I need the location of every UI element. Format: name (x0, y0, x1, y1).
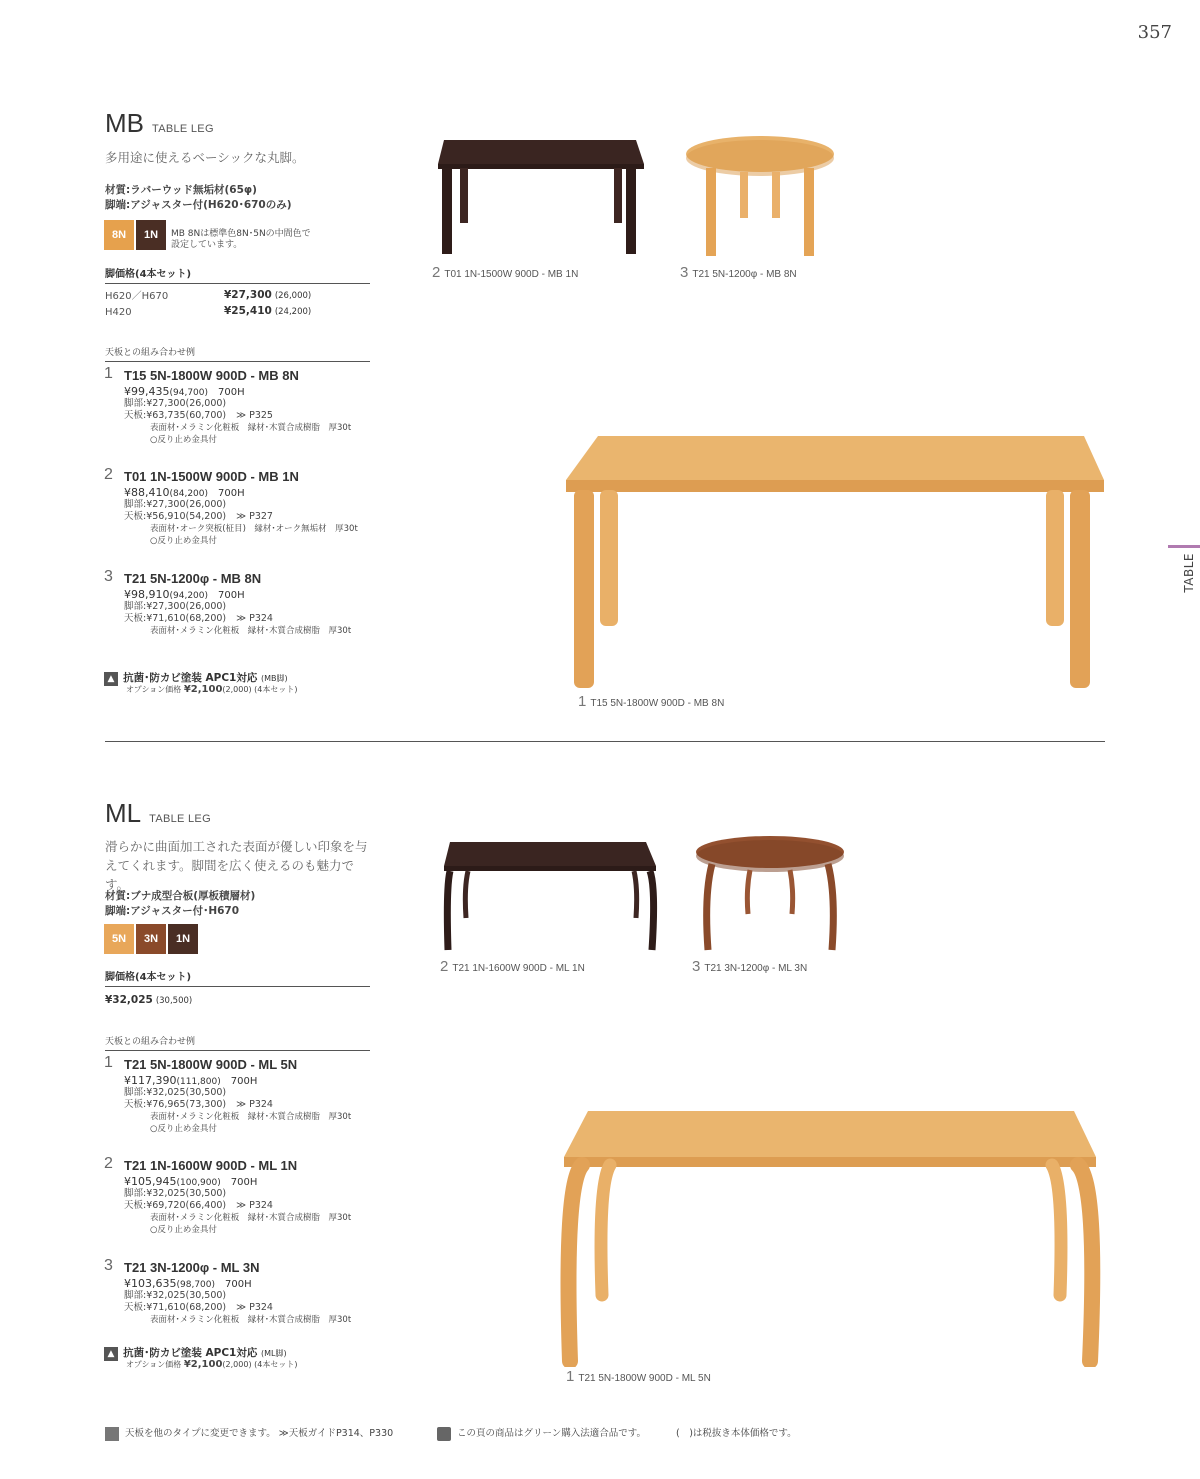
combo-number: 1 (104, 1054, 113, 1071)
combo-number: 3 (104, 568, 113, 585)
combo-title: T01 1N-1500W 900D - MB 1N (124, 469, 299, 484)
combo-top-value: 天板:¥69,720(66,400) (124, 1200, 227, 1211)
ml-swatch-5n[interactable]: 5N (104, 924, 134, 954)
combo-total-excl: (84,200) (169, 489, 209, 499)
caption-text: T21 5N-1800W 900D - ML 5N (578, 1373, 711, 1384)
mb-table-8n-large-image (560, 430, 1110, 695)
combo-number: 2 (104, 1155, 113, 1172)
combo-height: 700H (225, 1279, 252, 1290)
mb-combo-2 (104, 466, 384, 547)
mb-swatch-1n[interactable]: 1N (136, 220, 166, 250)
section-divider (105, 741, 1105, 742)
combo-extra: ○反り止め金具付 (150, 1225, 217, 1235)
combo-top-price (124, 1302, 384, 1314)
mb-table-1n-image (430, 130, 655, 260)
caption-text: T21 5N-1200φ - MB 8N (692, 269, 797, 280)
combo-total (124, 1074, 384, 1087)
caption-number: 1 (578, 693, 587, 710)
footer-note-2-text: この頁の商品はグリーン購入法適合品です。 (457, 1428, 647, 1439)
combo-top-value: 天板:¥63,735(60,700) (124, 410, 227, 421)
caption-text: T21 1N-1600W 900D - ML 1N (452, 963, 585, 974)
combo-leg-price: 脚部:¥32,025(30,500) (124, 1188, 227, 1199)
combo-leg-price: 脚部:¥32,025(30,500) (124, 1290, 227, 1301)
combo-title: T21 5N-1200φ - MB 8N (124, 571, 262, 586)
caption-text: T01 1N-1500W 900D - MB 1N (444, 269, 579, 280)
ml-swatch-1n[interactable]: 1N (168, 924, 198, 954)
mb-swatches (104, 220, 166, 250)
ml-option-set: (4本セット) (254, 1360, 298, 1369)
mb-price-header: 脚価格(4本セット) (105, 265, 370, 284)
ml-subtitle: TABLE LEG (149, 813, 211, 825)
combo-top-price (124, 1099, 384, 1111)
mb-price-2: ¥25,410 (224, 305, 272, 317)
combo-number: 3 (104, 1257, 113, 1274)
combo-total (124, 486, 384, 499)
combo-page-ref[interactable]: ≫ P324 (236, 1099, 273, 1110)
combo-material: 表面材･メラミン化粧板 縁材･木質合成樹脂 厚30t (150, 1315, 352, 1325)
combo-total (124, 588, 384, 601)
combo-total-excl: (98,700) (176, 1280, 216, 1290)
combo-leg-price: 脚部:¥27,300(26,000) (124, 601, 227, 612)
mb-option-label: オプション価格 (126, 685, 182, 694)
mb-price-1-excl: (26,000) (274, 291, 312, 301)
combo-total (124, 1277, 384, 1290)
combo-page-ref[interactable]: ≫ P325 (236, 410, 273, 421)
side-tab-table[interactable] (1168, 545, 1200, 605)
mb-price-1: ¥27,300 (224, 289, 272, 301)
mb-option-title-text: 抗菌･防カビ塗装 APC1対応 (123, 672, 258, 684)
caption-text: T21 3N-1200φ - ML 3N (704, 963, 808, 974)
footer-note-1 (105, 1425, 393, 1441)
ml-swatches (104, 924, 198, 954)
combo-material: 表面材･メラミン化粧板 縁材･木質合成樹脂 厚30t (150, 423, 352, 433)
combo-material: 表面材･オーク突板(柾目) 縁材･オーク無垢材 厚30t (150, 524, 358, 534)
combo-total-price: ¥98,910 (124, 588, 170, 601)
mb-price-label-2: H420 (105, 307, 132, 318)
combo-total-excl: (94,200) (169, 591, 209, 601)
ml-price (105, 994, 192, 1006)
ml-price-excl: (30,500) (155, 996, 193, 1006)
combo-material: 表面材･メラミン化粧板 縁材･木質合成樹脂 厚30t (150, 1112, 352, 1122)
ml-option (104, 1341, 287, 1361)
combo-extra: ○反り止め金具付 (150, 435, 217, 445)
mb-caption-1 (578, 693, 724, 710)
ml-title-text: ML (105, 798, 142, 828)
combo-top-value: 天板:¥56,910(54,200) (124, 511, 227, 522)
mb-option-price-value: ¥2,100 (183, 684, 223, 695)
caption-text: T15 5N-1800W 900D - MB 8N (590, 698, 725, 709)
ml-combo-1 (104, 1054, 384, 1135)
ml-lead-line2: えてくれます。脚間を広く使えるのも魅力です。 (105, 858, 355, 892)
combo-page-ref[interactable]: ≫ P327 (236, 511, 273, 522)
ml-option-price (126, 1359, 297, 1370)
combo-leg-price: 脚部:¥27,300(26,000) (124, 499, 227, 510)
combo-total (124, 1175, 384, 1188)
ml-caption-1 (566, 1368, 711, 1385)
mb-option-price (126, 684, 297, 695)
side-tab-label: TABLE (1182, 553, 1196, 593)
mb-swatch-note (171, 229, 311, 251)
caption-number: 3 (680, 264, 689, 281)
ml-swatch-3n[interactable]: 3N (136, 924, 166, 954)
combo-total-price: ¥117,390 (124, 1074, 177, 1087)
ml-table-5n-large-image (558, 1105, 1108, 1367)
combo-height: 700H (218, 387, 245, 398)
combo-total-price: ¥103,635 (124, 1277, 177, 1290)
mb-lead: 多用途に使えるベーシックな丸脚。 (105, 150, 305, 165)
caption-number: 2 (440, 958, 449, 975)
mb-price-value-1 (224, 289, 311, 301)
combo-title: T21 5N-1800W 900D - ML 5N (124, 1057, 298, 1072)
combo-leg-price: 脚部:¥32,025(30,500) (124, 1087, 227, 1098)
combo-top-price (124, 511, 384, 523)
caption-number: 3 (692, 958, 701, 975)
combo-number: 2 (104, 466, 113, 483)
ml-title (105, 798, 211, 829)
green-purchase-icon (437, 1427, 451, 1441)
ml-foot: 脚端:アジャスター付･H670 (105, 905, 240, 917)
combo-extra: ○反り止め金具付 (150, 1124, 217, 1134)
caption-number: 2 (432, 264, 441, 281)
mb-subtitle: TABLE LEG (152, 123, 214, 135)
mb-combo-3 (104, 568, 384, 637)
ml-price-value: ¥32,025 (105, 994, 153, 1006)
mb-table-round-8n-image (680, 132, 840, 260)
ml-option-excl: (2,000) (222, 1360, 252, 1369)
ml-combo-3 (104, 1257, 384, 1326)
combo-top-price (124, 1200, 384, 1212)
mb-title (105, 108, 214, 139)
mb-option-set: (4本セット) (254, 685, 298, 694)
mb-price-2-excl: (24,200) (274, 307, 312, 317)
ml-lead-line1: 滑らかに曲面加工された表面が優しい印象を与 (105, 839, 368, 854)
combo-top-value: 天板:¥71,610(68,200) (124, 1302, 227, 1313)
caption-number: 1 (566, 1368, 575, 1385)
mb-caption-2 (432, 264, 578, 281)
combo-material: 表面材･メラミン化粧板 縁材･木質合成樹脂 厚30t (150, 1213, 352, 1223)
combo-extra: ○反り止め金具付 (150, 536, 217, 546)
mb-option-note: (MB脚) (261, 674, 288, 683)
combo-total-price: ¥105,945 (124, 1175, 177, 1188)
tabletop-change-icon (105, 1427, 119, 1441)
ml-price-header: 脚価格(4本セット) (105, 968, 370, 987)
ml-combo-2 (104, 1155, 384, 1236)
mb-combo-header: 天板との組み合わせ例 (105, 345, 370, 362)
combo-total-excl: (94,700) (169, 388, 209, 398)
mb-option-title (123, 672, 288, 684)
mb-specs (105, 183, 292, 213)
mb-swatch-note-line2: 設定しています。 (171, 240, 243, 250)
footer-note-1-text: 天板を他のタイプに変更できます。 ≫天板ガイドP314、P330 (125, 1428, 394, 1439)
combo-title: T21 3N-1200φ - ML 3N (124, 1260, 260, 1275)
ml-specs (105, 889, 255, 919)
antibacterial-icon: ▲ (104, 672, 118, 686)
combo-height: 700H (218, 488, 245, 499)
combo-number: 1 (104, 365, 113, 382)
combo-total-excl: (100,900) (176, 1178, 221, 1188)
combo-height: 700H (218, 590, 245, 601)
mb-option (104, 666, 288, 686)
ml-table-1n-image (438, 838, 663, 956)
combo-page-ref[interactable]: ≫ P324 (236, 1302, 273, 1313)
side-tab-accent (1168, 545, 1200, 548)
mb-material: 材質:ラバーウッド無垢材(65φ) (105, 184, 257, 196)
combo-top-price (124, 410, 384, 422)
antibacterial-icon: ▲ (104, 1347, 118, 1361)
ml-option-price-value: ¥2,100 (183, 1359, 223, 1370)
ml-option-note: (ML脚) (261, 1349, 287, 1358)
ml-caption-2 (440, 958, 585, 975)
ml-lead (105, 837, 375, 894)
mb-foot: 脚端:アジャスター付(H620･670のみ) (105, 199, 292, 211)
ml-option-label: オプション価格 (126, 1360, 182, 1369)
page-number: 357 (1137, 22, 1172, 43)
combo-page-ref[interactable]: ≫ P324 (236, 613, 273, 624)
combo-total-excl: (111,800) (176, 1077, 221, 1087)
mb-price-value-2 (224, 305, 311, 317)
combo-top-value: 天板:¥76,965(73,300) (124, 1099, 227, 1110)
mb-price-label-1: H620／H670 (105, 291, 169, 302)
combo-total (124, 385, 384, 398)
combo-top-price (124, 613, 384, 625)
combo-leg-price: 脚部:¥27,300(26,000) (124, 398, 227, 409)
combo-material: 表面材･メラミン化粧板 縁材･木質合成樹脂 厚30t (150, 626, 352, 636)
ml-combo-header: 天板との組み合わせ例 (105, 1034, 370, 1051)
mb-caption-3 (680, 264, 797, 281)
combo-title: T21 1N-1600W 900D - ML 1N (124, 1158, 298, 1173)
ml-caption-3 (692, 958, 807, 975)
combo-total-price: ¥99,435 (124, 385, 170, 398)
combo-height: 700H (230, 1076, 258, 1087)
footer-note-3: ( )は税抜き本体価格です。 (676, 1428, 797, 1439)
combo-height: 700H (230, 1177, 258, 1188)
ml-material: 材質:ブナ成型合板(厚板積層材) (105, 890, 256, 902)
mb-swatch-8n[interactable]: 8N (104, 220, 134, 250)
mb-option-excl: (2,000) (222, 685, 252, 694)
mb-swatch-note-line1: MB 8Nは標準色8N･5Nの中間色で (171, 229, 311, 239)
mb-combo-1 (104, 365, 384, 446)
footer-note-2 (437, 1425, 646, 1441)
ml-option-title (123, 1347, 287, 1359)
combo-page-ref[interactable]: ≫ P324 (236, 1200, 273, 1211)
mb-title-text: MB (105, 108, 144, 138)
combo-total-price: ¥88,410 (124, 486, 170, 499)
ml-table-round-3n-image (690, 834, 850, 956)
ml-option-title-text: 抗菌･防カビ塗装 APC1対応 (123, 1347, 258, 1359)
combo-title: T15 5N-1800W 900D - MB 8N (124, 368, 299, 383)
combo-top-value: 天板:¥71,610(68,200) (124, 613, 227, 624)
